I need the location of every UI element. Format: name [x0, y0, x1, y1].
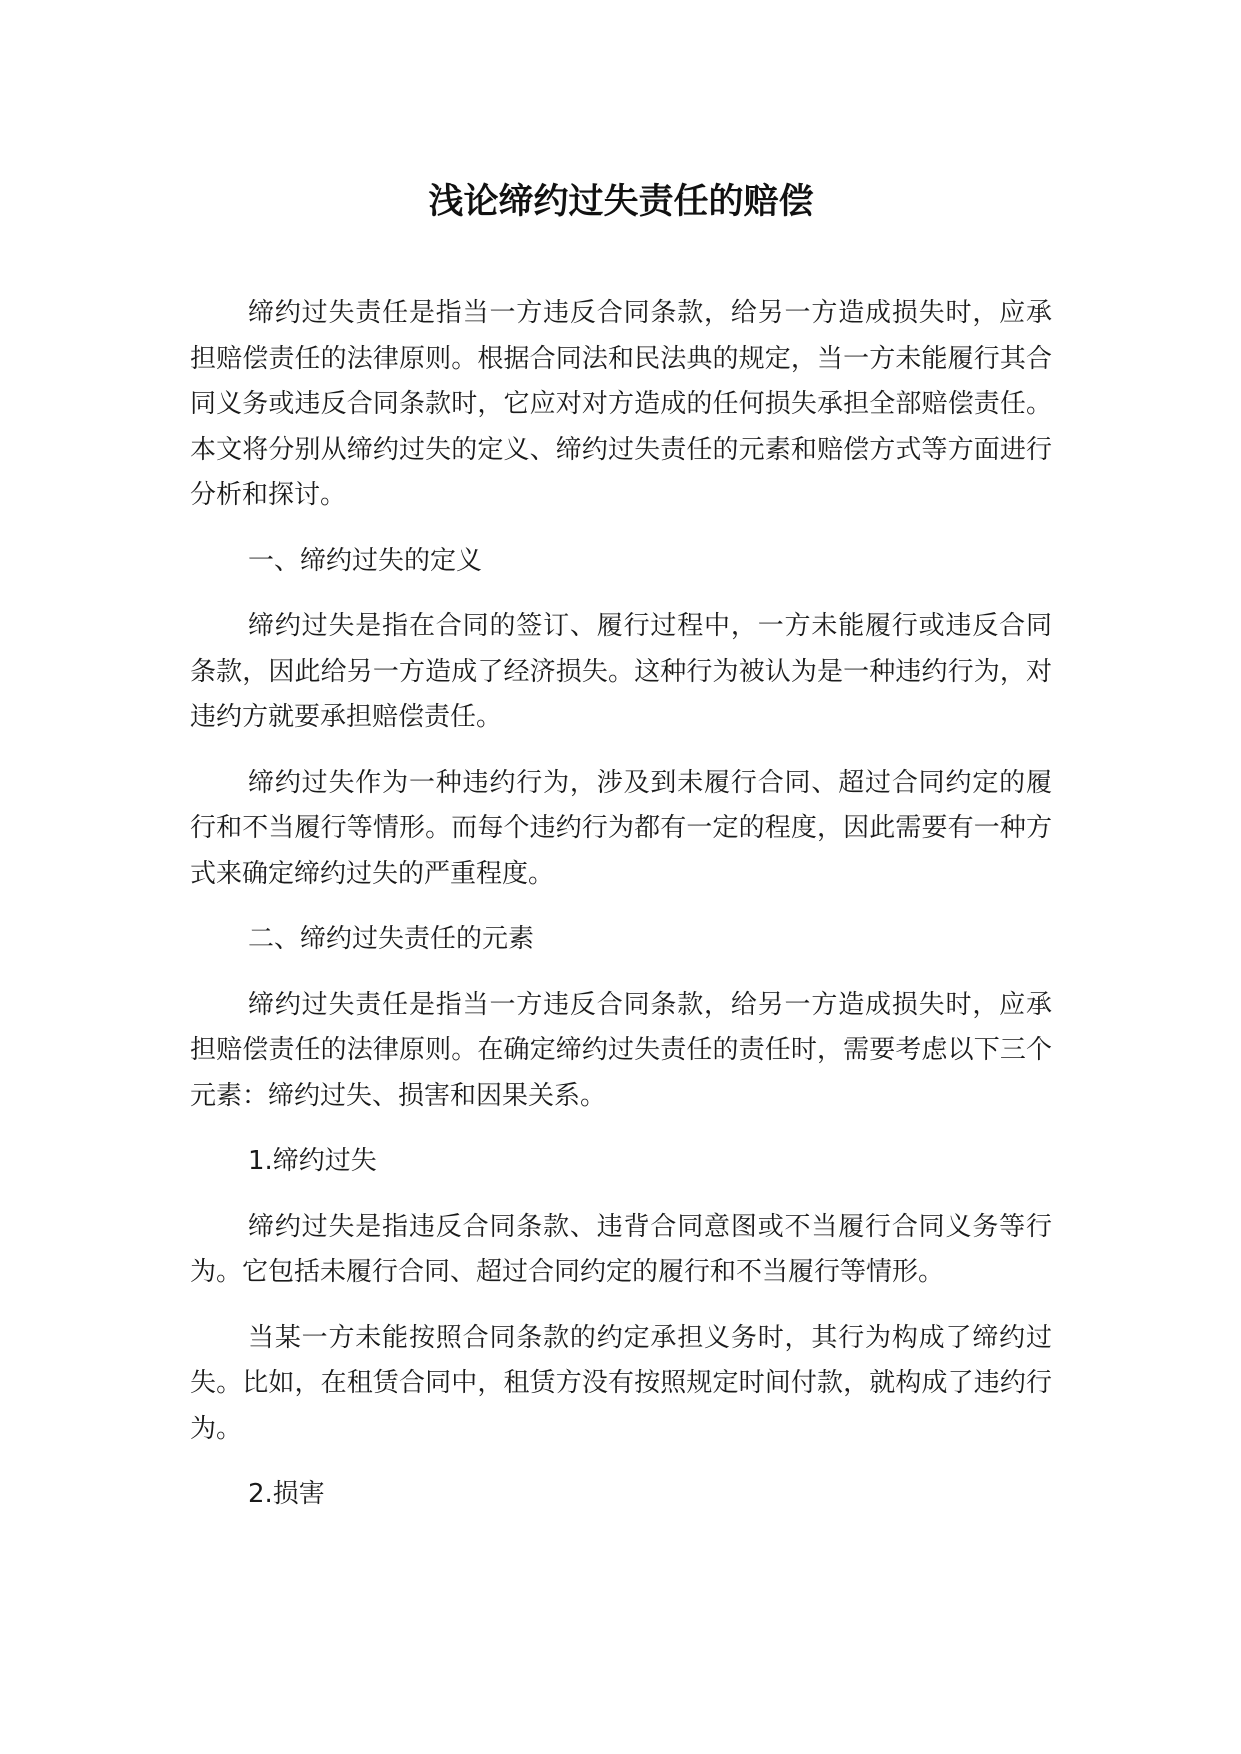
- section-heading-definition: 一、缔约过失的定义: [248, 545, 483, 576]
- subheading-damage: 2.损害: [248, 1479, 325, 1509]
- section-heading-elements: 二、缔约过失责任的元素: [248, 924, 535, 954]
- page-title: 浅论缔约过失责任的赔偿: [428, 182, 814, 222]
- definition-paragraph-1: 缔约过失是指在合同的签订、履行过程中，一方未能履行或违反合同条款，因此给另一方造成了经济损失。这种行为被认为是一种违约行为，对违约方就要承担赔偿责任。: [190, 611, 1052, 732]
- document-body: [190, 291, 1052, 1538]
- subheading-fault: 1.缔约过失: [248, 1146, 377, 1176]
- elements-paragraph: 缔约过失责任是指当一方违反合同条款，给另一方造成损失时，应承担赔偿责任的法律原则。在确定缔约过失责任的责任时，需要考虑以下三个元素：缔约过失、损害和因果关系。: [190, 989, 1052, 1111]
- fault-paragraph-1: 缔约过失是指违反合同条款、违背合同意图或不当履行合同义务等行为。它包括未履行合同、超过合同约定的履行和不当履行等情形。: [190, 1211, 1052, 1287]
- fault-paragraph-2: 当某一方未能按照合同条款的约定承担义务时，其行为构成了缔约过失。比如，在租赁合同中，租赁方没有按照规定时间付款，就构成了违约行为。: [190, 1322, 1052, 1444]
- intro-paragraph: 缔约过失责任是指当一方违反合同条款，给另一方造成损失时，应承担赔偿责任的法律原则。根据合同法和民法典的规定，当一方未能履行其合同义务或违反合同条款时，它应对对方造成的任何损失承担全部赔偿责任。本文将分别从缔约过失的定义、缔约过失责任的元素和赔偿方式等方面进行分析和探讨。: [190, 298, 1052, 510]
- definition-paragraph-2: 缔约过失作为一种违约行为，涉及到未履行合同、超过合同约定的履行和不当履行等情形。而每个违约行为都有一定的程度，因此需要有一种方式来确定缔约过失的严重程度。: [190, 767, 1052, 889]
